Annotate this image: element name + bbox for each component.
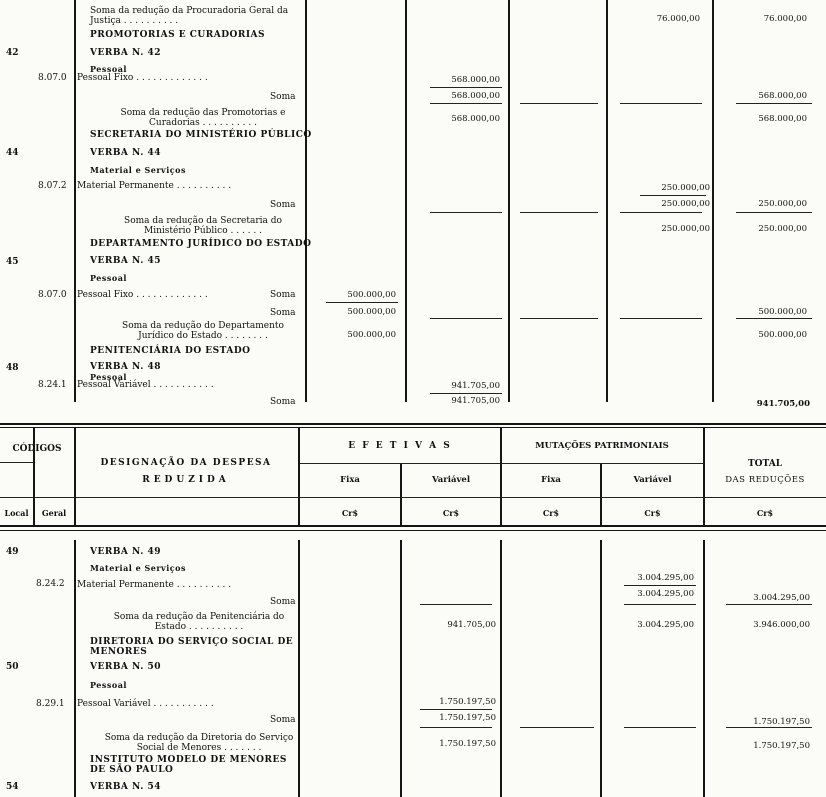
rule bbox=[430, 87, 502, 88]
menores-local: 50 bbox=[6, 662, 19, 672]
header-top-rule bbox=[0, 423, 826, 425]
rule bbox=[0, 497, 826, 498]
secretaria-reduction-text: Soma da redução da Secretaria do Ministério Público . . . . . . bbox=[124, 216, 282, 236]
secretaria-soma-label: Soma bbox=[270, 200, 296, 210]
juridico-title: DEPARTAMENTO JURÍDICO DO ESTADO bbox=[90, 239, 312, 249]
hdr-mutacoes: MUTAÇÕES PATRIMONIAIS bbox=[535, 441, 669, 451]
secretaria-item: Material Permanente . . . . . . . . . . bbox=[77, 181, 232, 191]
juridico-red-fixa: 500.000,00 bbox=[347, 330, 396, 340]
secretaria-red-total: 250.000,00 bbox=[758, 224, 807, 234]
menores-variavel: 1.750.197,50 bbox=[439, 697, 496, 707]
penitenciaria-geral: 8.24.1 bbox=[38, 380, 67, 390]
penitenciaria-soma-label: Soma bbox=[270, 397, 296, 407]
penit2-reduction-text: Soma da redução da Penitenciária do Estado . . . . . . . . . . bbox=[113, 612, 285, 632]
rule bbox=[624, 727, 696, 728]
rule-b-fixa-left bbox=[298, 540, 300, 797]
menores-red-total: 1.750.197,50 bbox=[753, 741, 810, 751]
instituto-verba: VERBA N. 54 bbox=[90, 782, 161, 792]
rule bbox=[430, 212, 502, 213]
hdr-variavel: Variável bbox=[431, 475, 471, 485]
secretaria-soma-total: 250.000,00 bbox=[758, 199, 807, 209]
juridico-soma-fixa: 500.000,00 bbox=[347, 307, 396, 317]
menores-item: Pessoal Variável . . . . . . . . . . . bbox=[77, 699, 214, 709]
hdr-total-2: DAS REDUÇÕES bbox=[725, 475, 805, 485]
rule-fixa-left bbox=[305, 0, 307, 402]
rule bbox=[620, 318, 702, 319]
penitenciaria-soma-total: 941.705,00 bbox=[756, 399, 810, 409]
penit2-red-variavel: 941.705,00 bbox=[447, 620, 496, 630]
juridico-red-total: 500.000,00 bbox=[758, 330, 807, 340]
juridico-verba: VERBA N. 45 bbox=[90, 256, 161, 266]
menores-pessoal: Pessoal bbox=[90, 680, 127, 690]
hdr-total-1: TOTAL bbox=[747, 459, 783, 469]
secretaria-mp-fixa: 250.000,00 bbox=[661, 183, 710, 193]
juridico-soma-total: 500.000,00 bbox=[758, 307, 807, 317]
menores-red-variavel: 1.750.197,50 bbox=[439, 739, 496, 749]
rule bbox=[736, 103, 812, 104]
rule-b-designation-left bbox=[74, 540, 76, 797]
hdr-crs-mp-fixa: Cr$ bbox=[542, 508, 560, 518]
hdr-fixa: Fixa bbox=[340, 475, 360, 485]
rule-b-total-left bbox=[703, 540, 705, 797]
hdr-crs-mp-variavel: Cr$ bbox=[644, 508, 661, 518]
rule bbox=[430, 393, 502, 394]
juridico-geral: 8.07.0 bbox=[38, 290, 67, 300]
penit2-soma-label: Soma bbox=[270, 597, 296, 607]
hdr-designacao: DESIGNAÇÃO DA DESPESA bbox=[100, 458, 272, 468]
promotorias-verba: VERBA N. 42 bbox=[90, 48, 161, 58]
rule bbox=[430, 318, 502, 319]
penitenciaria-title: PENITENCIÁRIA DO ESTADO bbox=[90, 346, 251, 356]
menores-geral: 8.29.1 bbox=[36, 699, 65, 709]
hdr-mp-fixa: Fixa bbox=[541, 475, 561, 485]
rule bbox=[520, 212, 598, 213]
hdr-reduzida: REDUZIDA bbox=[142, 475, 230, 485]
juridico-item: Pessoal Fixo . . . . . . . . . . . . . bbox=[77, 290, 208, 300]
instituto-title: INSTITUTO MODELO DE MENORES DE SÃO PAULO bbox=[90, 755, 287, 775]
penitenciaria-pessoal: Pessoal bbox=[90, 372, 127, 382]
penitenciaria-soma-variavel: 941.705,00 bbox=[451, 396, 500, 406]
header-bottom-rule-2 bbox=[0, 530, 826, 531]
juridico-pessoal: Pessoal bbox=[90, 273, 127, 283]
rule bbox=[624, 604, 696, 605]
hdr-crs-fixa: Cr$ bbox=[341, 508, 359, 518]
promotorias-soma-variavel: 568.000,00 bbox=[451, 91, 500, 101]
menores-verba: VERBA N. 50 bbox=[90, 662, 161, 672]
juridico-reduction-text: Soma da redução do Departamento Jurídico do Estado . . . . . . . . bbox=[122, 321, 284, 341]
hdr-codigos: CÓDIGOS bbox=[12, 444, 62, 454]
menores-reduction-text: Soma da redução da Diretoria do Serviço Social de Menores . . . . . . . bbox=[104, 733, 294, 753]
rule-b-mp-var-left bbox=[600, 540, 602, 797]
penit2-mp-variavel: 3.004.295,00 bbox=[637, 573, 694, 583]
procuradoria-reduction-text: Soma da redução da Procuradoria Geral da Justiça . . . . . . . . . . bbox=[90, 6, 289, 26]
promotorias-red-total: 568.000,00 bbox=[758, 114, 807, 124]
rule-total-left bbox=[712, 0, 714, 402]
rule bbox=[640, 195, 706, 196]
rule bbox=[726, 727, 812, 728]
secretaria-title: SECRETARIA DO MINISTÉRIO PÚBLICO bbox=[90, 130, 312, 140]
hdr-crs-variavel: Cr$ bbox=[442, 508, 460, 518]
hdr-crs-total: Cr$ bbox=[756, 508, 774, 518]
rule-variavel-left bbox=[405, 0, 407, 402]
penit2-soma-total: 3.004.295,00 bbox=[753, 593, 810, 603]
rule bbox=[326, 302, 398, 303]
penitenciaria-item: Pessoal Variável . . . . . . . . . . . bbox=[77, 380, 214, 390]
rule bbox=[520, 103, 598, 104]
secretaria-verba: VERBA N. 44 bbox=[90, 148, 161, 158]
promotorias-soma-total: 568.000,00 bbox=[758, 91, 807, 101]
secretaria-geral: 8.07.2 bbox=[38, 181, 67, 191]
rule-mp-var-left bbox=[606, 0, 608, 402]
promotorias-geral: 8.07.0 bbox=[38, 73, 67, 83]
promotorias-variavel: 568.000,00 bbox=[451, 75, 500, 85]
penit2-verba: VERBA N. 49 bbox=[90, 547, 161, 557]
juridico-fixa: 500.000,00 bbox=[347, 290, 396, 300]
hdr-efetivas: E F E T I V A S bbox=[348, 441, 452, 451]
rule bbox=[726, 604, 812, 605]
rule-b-mp-left bbox=[500, 540, 502, 797]
rule bbox=[430, 103, 502, 104]
menores-soma-total: 1.750.197,50 bbox=[753, 717, 810, 727]
rule bbox=[420, 709, 492, 710]
promotorias-local: 42 bbox=[6, 48, 19, 58]
penit2-red-total: 3.946.000,00 bbox=[753, 620, 810, 630]
rule bbox=[736, 318, 812, 319]
penit2-soma-mp-variavel: 3.004.295,00 bbox=[637, 589, 694, 599]
penitenciaria-local: 48 bbox=[6, 363, 19, 373]
promotorias-item: Pessoal Fixo . . . . . . . . . . . . . bbox=[77, 73, 208, 83]
header-bottom-rule bbox=[0, 525, 826, 527]
rule bbox=[520, 727, 594, 728]
hdr-geral: Geral bbox=[41, 508, 67, 518]
penit2-local: 49 bbox=[6, 547, 19, 557]
menores-soma-variavel: 1.750.197,50 bbox=[439, 713, 496, 723]
rule bbox=[520, 318, 598, 319]
penitenciaria-verba: VERBA N. 48 bbox=[90, 362, 161, 372]
menores-title: DIRETORIA DO SERVIÇO SOCIAL DE MENORES bbox=[90, 637, 294, 657]
juridico-local: 45 bbox=[6, 257, 19, 267]
promotorias-reduction-text: Soma da redução das Promotorias e Curadorias . . . . . . . . . . bbox=[120, 108, 286, 128]
hdr-rule-geral bbox=[74, 428, 76, 526]
penit2-red-mp-variavel: 3.004.295,00 bbox=[637, 620, 694, 630]
procuradoria-total: 76.000,00 bbox=[763, 14, 807, 24]
penitenciaria-variavel: 941.705,00 bbox=[451, 381, 500, 391]
rule bbox=[624, 585, 696, 586]
rule-b-variavel-left bbox=[400, 540, 402, 797]
procuradoria-mp-variavel: 76.000,00 bbox=[656, 14, 700, 24]
promotorias-red-variavel: 568.000,00 bbox=[451, 114, 500, 124]
secretaria-local: 44 bbox=[6, 148, 19, 158]
rule bbox=[620, 212, 702, 213]
rule bbox=[420, 604, 492, 605]
penit2-mat: Material e Serviços bbox=[90, 563, 186, 573]
hdr-local: Local bbox=[4, 508, 29, 518]
rule bbox=[736, 212, 812, 213]
rule bbox=[620, 103, 702, 104]
secretaria-mat: Material e Serviços bbox=[90, 165, 186, 175]
rule bbox=[0, 462, 33, 463]
juridico-soma-label-1: Soma bbox=[270, 290, 296, 300]
juridico-soma-label: Soma bbox=[270, 308, 296, 318]
menores-soma-label: Soma bbox=[270, 715, 296, 725]
penit2-item: Material Permanente . . . . . . . . . . bbox=[77, 580, 232, 590]
secretaria-red-fixa: 250.000,00 bbox=[661, 224, 710, 234]
penit2-geral: 8.24.2 bbox=[36, 579, 65, 589]
promotorias-title: PROMOTORIAS E CURADORIAS bbox=[90, 30, 266, 40]
rule bbox=[420, 727, 492, 728]
rule bbox=[300, 463, 704, 464]
rule-designation-left bbox=[74, 0, 76, 402]
promotorias-pessoal: Pessoal bbox=[90, 64, 127, 74]
instituto-local: 54 bbox=[6, 782, 19, 792]
promotorias-soma-label: Soma bbox=[270, 92, 296, 102]
secretaria-soma-fixa: 250.000,00 bbox=[661, 199, 710, 209]
hdr-mp-variavel: Variável bbox=[633, 475, 672, 485]
rule-mp-left bbox=[508, 0, 510, 402]
